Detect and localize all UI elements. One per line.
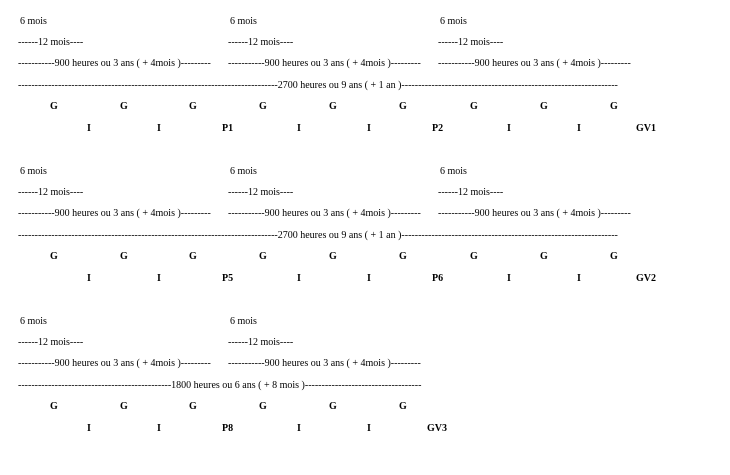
g-marker: G	[50, 251, 58, 262]
i-marker: I	[297, 423, 301, 434]
i-marker: I	[297, 123, 301, 134]
twelve-months-label: ------12 mois----	[438, 37, 504, 48]
g-marker: G	[399, 101, 407, 112]
p-marker: P6	[432, 273, 444, 284]
i-marker: I	[157, 123, 161, 134]
six-months-label: 6 mois	[230, 16, 257, 27]
g-marker: G	[259, 401, 267, 412]
twelve-months-label: ------12 mois----	[18, 37, 84, 48]
g-marker: G	[540, 101, 548, 112]
g-marker: G	[610, 251, 618, 262]
g-marker: G	[259, 101, 267, 112]
six-months-label: 6 mois	[440, 16, 467, 27]
i-marker: I	[157, 273, 161, 284]
six-months-label: 6 mois	[20, 16, 47, 27]
g-marker: G	[329, 401, 337, 412]
hours-900-label: -----------900 heures ou 3 ans ( + 4mois )---------	[18, 358, 211, 369]
g-marker: G	[399, 251, 407, 262]
twelve-months-label: ------12 mois----	[438, 187, 504, 198]
g-marker: G	[399, 401, 407, 412]
i-marker: I	[367, 273, 371, 284]
total-hours-line: ----------------------------------------------1800 heures ou 6 ans ( + 8 mois )-----------------------------------	[18, 380, 422, 391]
hours-900-label: -----------900 heures ou 3 ans ( + 4mois )---------	[228, 208, 421, 219]
i-marker: I	[297, 273, 301, 284]
twelve-months-label: ------12 mois----	[228, 337, 294, 348]
total-hours-line: ------------------------------------------------------------------------------2700 heures ou 9 ans ( + 1 an )-----------------------------------------------------------------	[18, 80, 618, 91]
i-marker: I	[577, 123, 581, 134]
i-marker: I	[577, 273, 581, 284]
g-marker: G	[189, 101, 197, 112]
i-marker: I	[507, 273, 511, 284]
g-marker: G	[189, 251, 197, 262]
hours-900-label: -----------900 heures ou 3 ans ( + 4mois )---------	[18, 58, 211, 69]
g-marker: G	[259, 251, 267, 262]
twelve-months-label: ------12 mois----	[228, 37, 294, 48]
g-marker: G	[540, 251, 548, 262]
g-marker: G	[50, 401, 58, 412]
i-marker: I	[87, 273, 91, 284]
six-months-label: 6 mois	[230, 166, 257, 177]
hours-900-label: -----------900 heures ou 3 ans ( + 4mois )---------	[228, 58, 421, 69]
g-marker: G	[470, 251, 478, 262]
g-marker: G	[120, 251, 128, 262]
g-marker: G	[50, 101, 58, 112]
twelve-months-label: ------12 mois----	[18, 187, 84, 198]
i-marker: I	[157, 423, 161, 434]
i-marker: I	[507, 123, 511, 134]
gv-marker: GV3	[427, 423, 447, 434]
g-marker: G	[329, 101, 337, 112]
hours-900-label: -----------900 heures ou 3 ans ( + 4mois )---------	[438, 208, 631, 219]
i-marker: I	[367, 123, 371, 134]
hours-900-label: -----------900 heures ou 3 ans ( + 4mois )---------	[228, 358, 421, 369]
total-hours-line: ------------------------------------------------------------------------------2700 heures ou 9 ans ( + 1 an )-----------------------------------------------------------------	[18, 230, 618, 241]
i-marker: I	[87, 123, 91, 134]
six-months-label: 6 mois	[20, 316, 47, 327]
g-marker: G	[120, 401, 128, 412]
g-marker: G	[610, 101, 618, 112]
six-months-label: 6 mois	[20, 166, 47, 177]
hours-900-label: -----------900 heures ou 3 ans ( + 4mois )---------	[438, 58, 631, 69]
p-marker: P2	[432, 123, 444, 134]
i-marker: I	[367, 423, 371, 434]
p-marker: P5	[222, 273, 234, 284]
hours-900-label: -----------900 heures ou 3 ans ( + 4mois )---------	[18, 208, 211, 219]
i-marker: I	[87, 423, 91, 434]
g-marker: G	[120, 101, 128, 112]
g-marker: G	[470, 101, 478, 112]
g-marker: G	[189, 401, 197, 412]
six-months-label: 6 mois	[230, 316, 257, 327]
twelve-months-label: ------12 mois----	[18, 337, 84, 348]
six-months-label: 6 mois	[440, 166, 467, 177]
gv-marker: GV1	[636, 123, 656, 134]
g-marker: G	[329, 251, 337, 262]
gv-marker: GV2	[636, 273, 656, 284]
p-marker: P8	[222, 423, 234, 434]
twelve-months-label: ------12 mois----	[228, 187, 294, 198]
p-marker: P1	[222, 123, 234, 134]
